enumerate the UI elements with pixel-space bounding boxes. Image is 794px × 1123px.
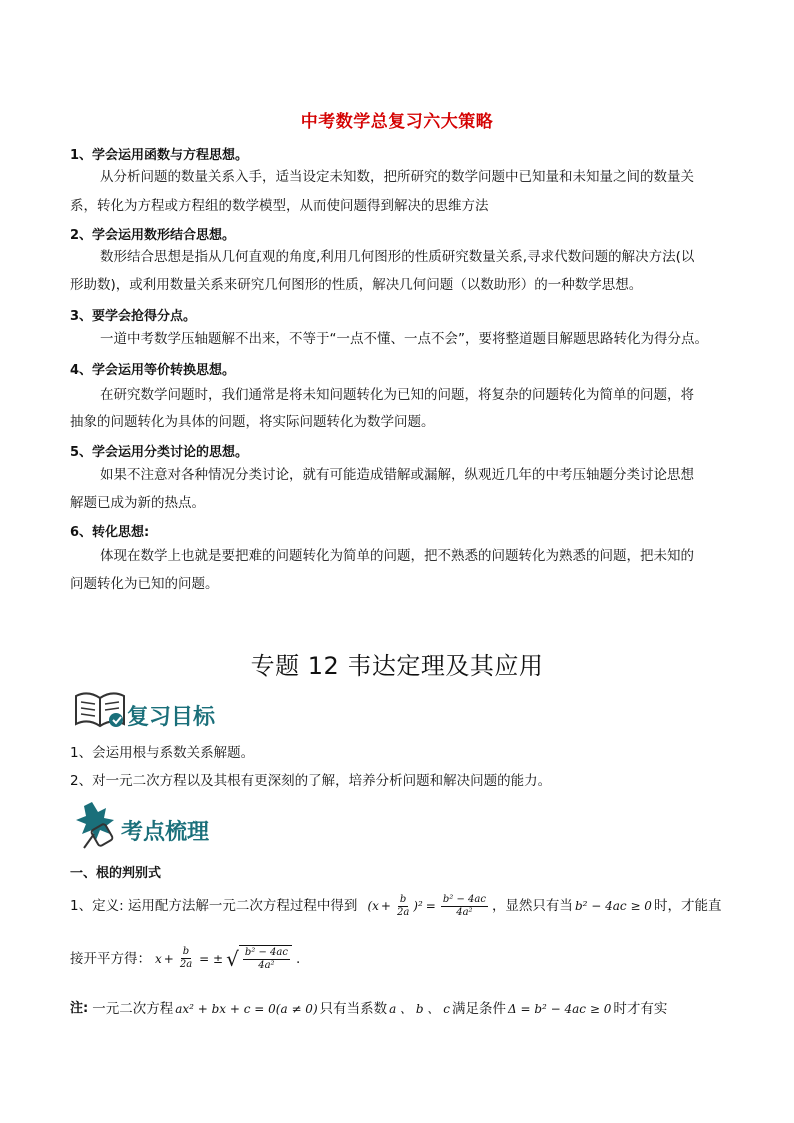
note-line: 注: 一元二次方程 ax² + bx + c = 0(a ≠ 0) 只有当系数 a 、 b 、 c 满足条件 Δ = b² − 4ac ≥ 0 时才有实 (70, 996, 667, 1022)
review-item-1: 1、会运用根与系数关系解题。 (70, 745, 255, 761)
strategy-3-heading: 3、要学会抢得分点。 (70, 309, 197, 324)
strategy-1-heading: 1、学会运用函数与方程思想。 (70, 148, 249, 163)
strategy-4-heading: 4、学会运用等价转换思想。 (70, 363, 236, 378)
doc-title: 中考数学总复习六大策略 (300, 112, 494, 132)
strategy-1-line-2: 系，转化为方程或方程组的数学模型，从而使问题得到解决的思维方法 (70, 198, 489, 214)
root-formula: x + $\frac{b}{2a}$ = ± √ $\frac{\text{b² − 4ac}}{\text{4a²}}$ (155, 945, 292, 972)
def-text-b: ，显然只有当 (491, 898, 573, 914)
review-item-2: 2、对一元二次方程以及其根有更深刻的了解，培养分析问题和解决问题的能力。 (70, 773, 552, 789)
section-heading-discriminant: 一、根的判别式 (70, 866, 162, 881)
strategy-3-line-1: 一道中考数学压轴题解不出来，不等于“一点不懂、一点不会”，要将整道题目解题思路转化为得分点。 (100, 331, 708, 347)
def-text-c: 时，才能直 (653, 898, 722, 914)
strategy-6-heading: 6、转化思想: (70, 525, 150, 540)
review-goals-label: 复习目标 (127, 705, 216, 730)
def-text-a: 1、定义: 运用配方法解一元二次方程过程中得到 (70, 898, 358, 914)
strategy-4-line-2: 抽象的问题转化为具体的问题，将实际问题转化为数学问题。 (70, 414, 435, 430)
strategy-4-line-1: 在研究数学问题时，我们通常是将未知问题转化为已知的问题，将复杂的问题转化为简单的问题，将 (100, 387, 694, 403)
strategy-5-line-2: 解题已成为新的热点。 (70, 495, 205, 511)
strategy-5-heading: 5、学会运用分类讨论的思想。 (70, 445, 249, 460)
strategy-6-line-1: 体现在数学上也就是要把难的问题转化为简单的问题，把不熟悉的问题转化为熟悉的问题，把未知的 (100, 548, 694, 564)
strategy-6-line-2: 问题转化为已知的问题。 (70, 576, 219, 592)
pushpin-leaf-icon (72, 800, 122, 850)
strategy-2-heading: 2、学会运用数形结合思想。 (70, 228, 236, 243)
key-points-label: 考点梳理 (121, 820, 210, 845)
def-text-d: 接开平方得： (70, 950, 151, 967)
topic-title: 专题 12 韦达定理及其应用 (250, 652, 544, 680)
strategy-2-line-1: 数形结合思想是指从几何直观的角度,利用几何图形的性质研究数量关系,寻求代数问题的解决方法(以 (100, 249, 695, 265)
definition-line-1 (70, 893, 721, 919)
discriminant-condition: b² − 4ac ≥ 0 (574, 899, 652, 913)
definition-line-2: 接开平方得： x + $\frac{b}{2a}$ = ± √ $\frac{\text{b² − 4ac}}{\text{4a²}}$ . (70, 946, 301, 971)
book-icon (72, 688, 128, 732)
note-label: 注: (70, 1001, 89, 1016)
strategy-1-line-1: 从分析问题的数量关系入手，适当设定未知数，把所研究的数学问题中已知量和未知量之间的数量关 (100, 169, 694, 185)
strategy-5-line-1: 如果不注意对各种情况分类讨论，就有可能造成错解或漏解，纵观近几年的中考压轴题分类讨论思想 (100, 467, 694, 483)
strategy-2-line-2: 形助数)，或利用数量关系来研究几何图形的性质，解决几何问题（以数助形）的一种数学思想。 (70, 277, 643, 293)
completed-square-equation: ( x + $\frac{b}{2a}$ )² = $\frac{\text{b² − 4ac}}{\text{4a²}}$ (367, 893, 486, 918)
